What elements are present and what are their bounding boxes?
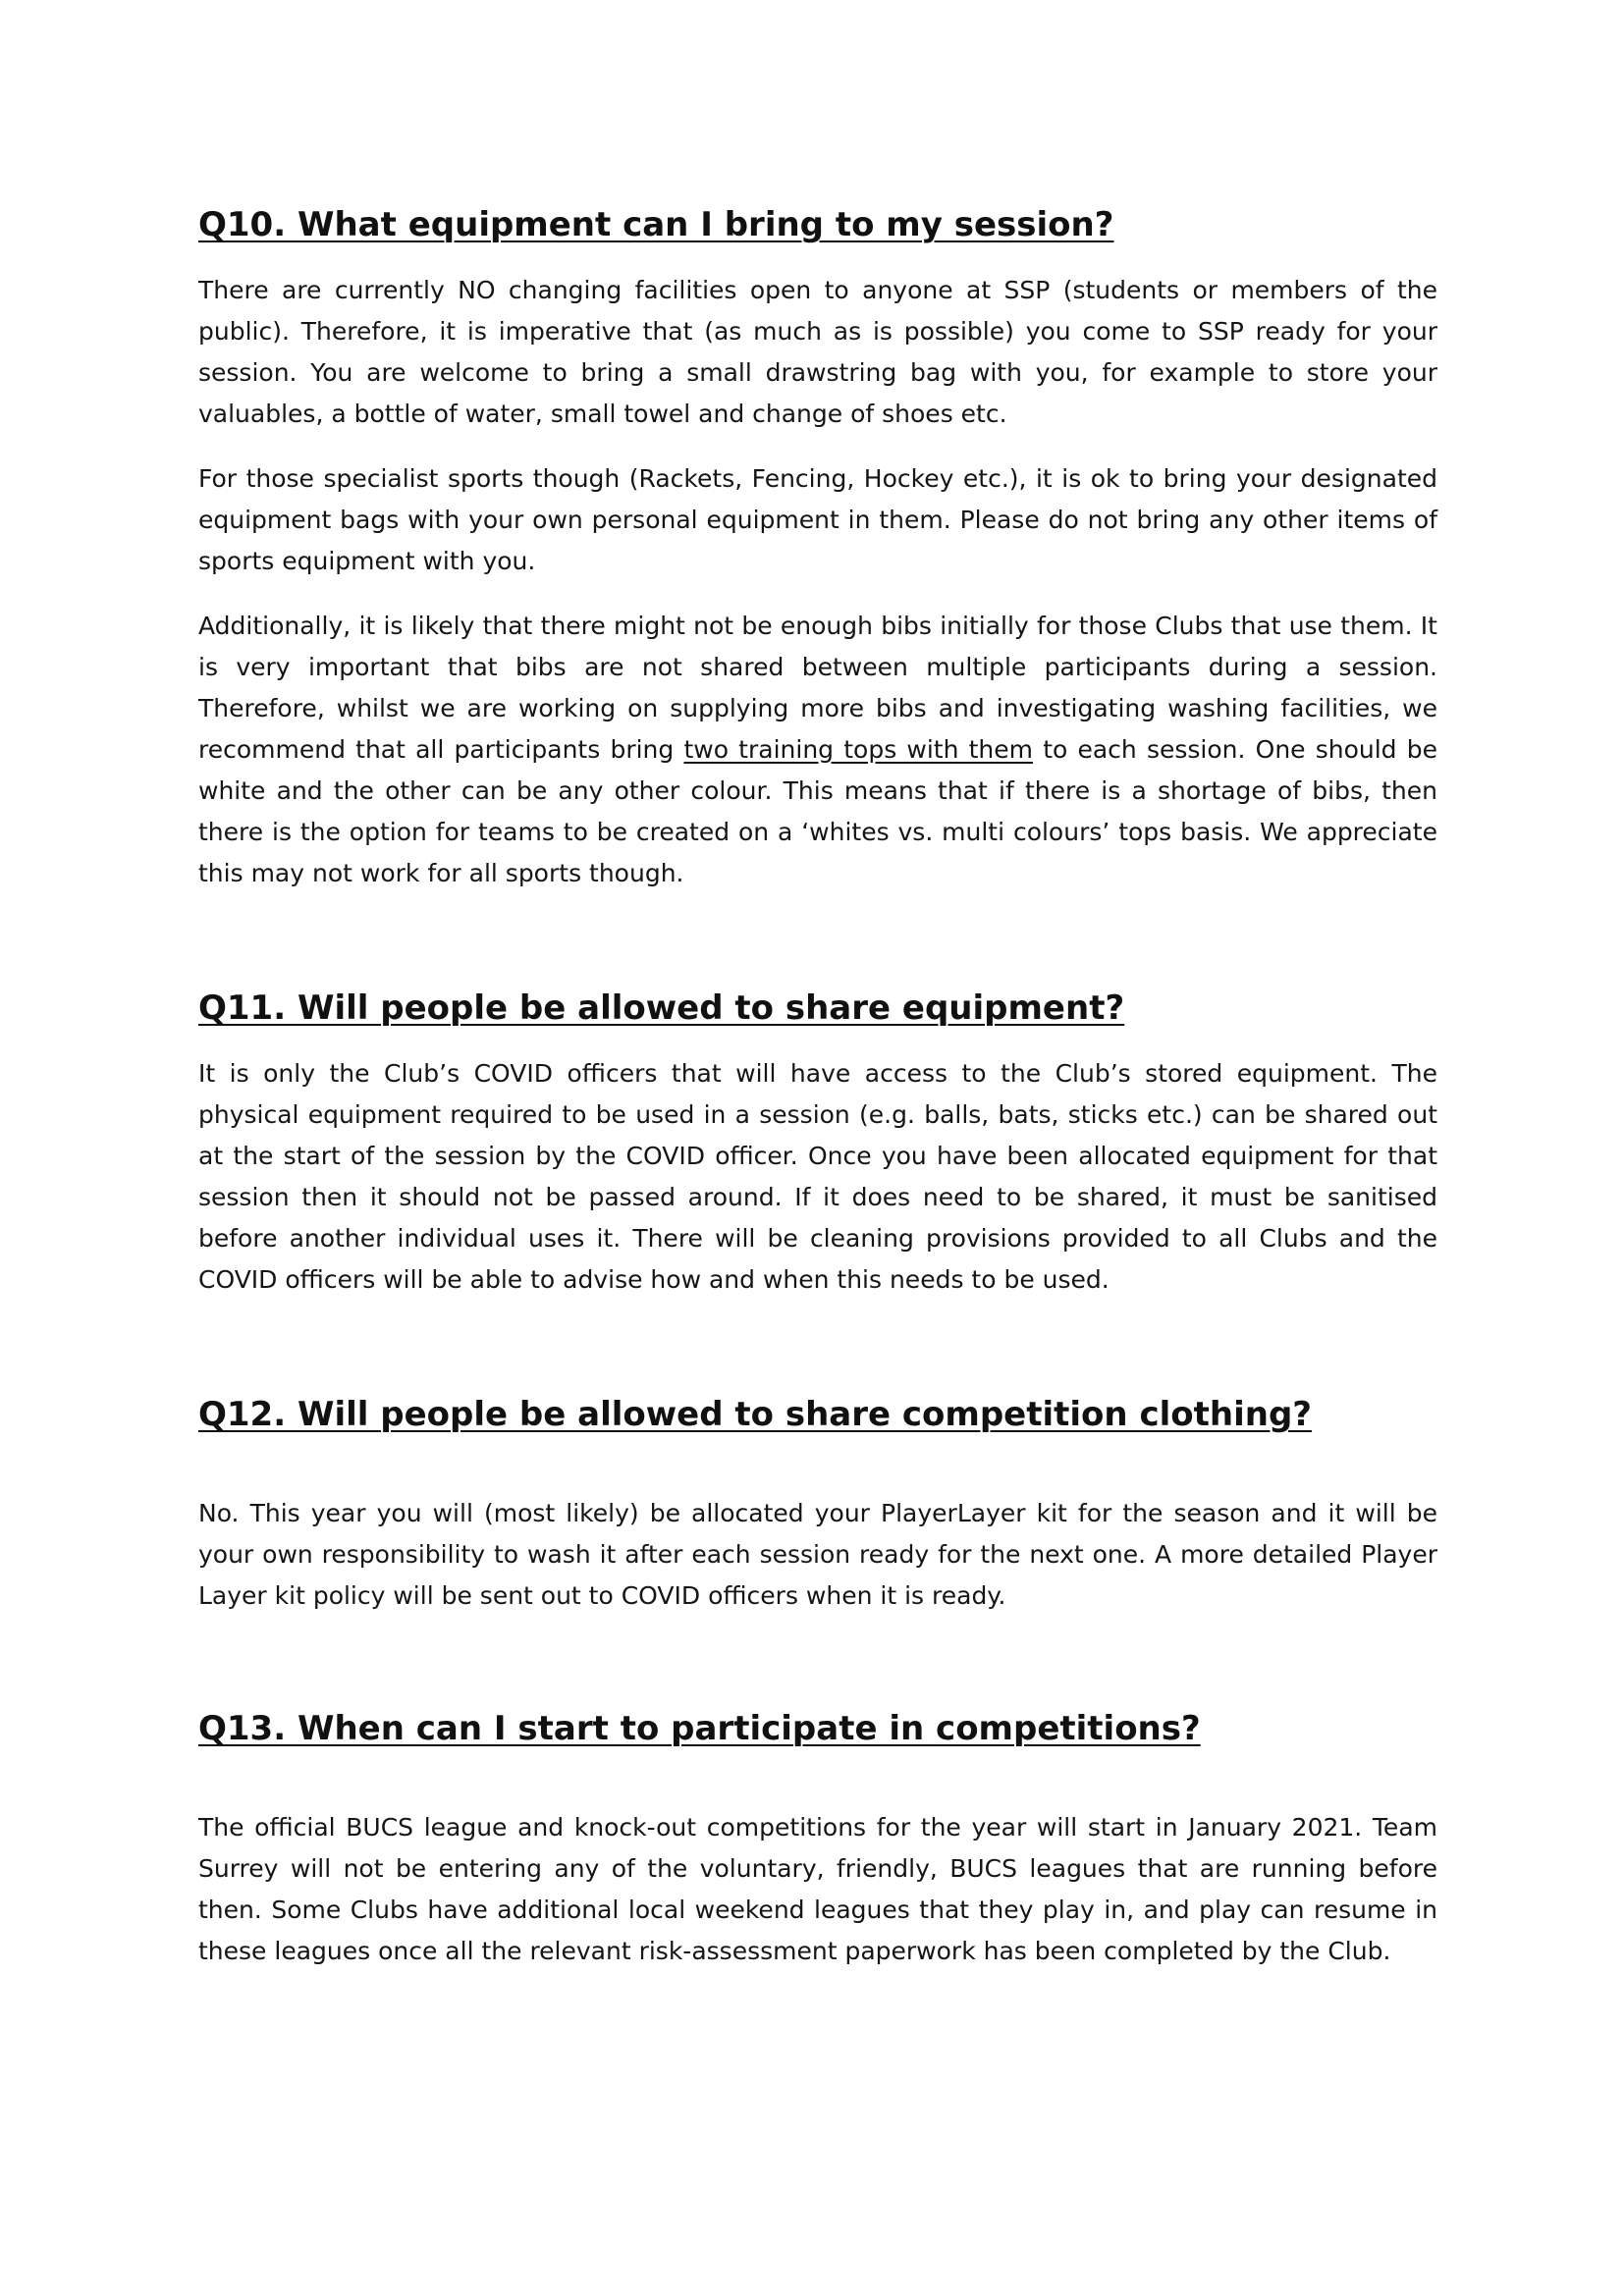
paragraph-text: to each session. One should be white and the other can be any other colour. This means that if there is a shortage of bibs, then there is the option for teams to be created on a ‘whites vs. multi colours’ tops basis. We appreciate this may not work for all sports though.	[198, 735, 1437, 887]
document-body	[198, 201, 1437, 1972]
section-heading: Q12. Will people be allowed to share competition clothing?	[198, 1395, 1313, 1434]
paragraph: There are currently NO changing facilities open to anyone at SSP (students or members of the public). Therefore, it is imperative that (as much as is possible) you come to SSP ready for your session. You are welcome to bring a small drawstring bag with you, for example to store your valuables, a bottle of water, small towel and change of shoes etc.	[198, 276, 1437, 428]
section-q10	[198, 201, 1437, 894]
paragraph: For those specialist sports though (Rackets, Fencing, Hockey etc.), it is ok to bring your designated equipment bags with your own personal equipment in them. Please do not bring any other items of sports equipment with you.	[198, 464, 1437, 575]
section-q13	[198, 1705, 1437, 1972]
paragraph	[198, 606, 1437, 894]
underlined-phrase: two training tops with them	[683, 735, 1034, 764]
section-heading: Q10. What equipment can I bring to my session?	[198, 205, 1114, 244]
section-q11	[198, 985, 1437, 1301]
paragraph-text: Additionally, it is likely that there might not be enough bibs initially for those Clubs that use them. It is very important that bibs are not shared between multiple participants during a session. Therefore, whilst we are working on supplying more bibs and investigating washing facilities, we recommend that all participants bring	[198, 612, 1437, 764]
paragraph: No. This year you will (most likely) be allocated your PlayerLayer kit for the season and it will be your own responsibility to wash it after each session ready for the next one. A more detailed Player Layer kit policy will be sent out to COVID officers when it is ready.	[198, 1499, 1437, 1610]
paragraph: The official BUCS league and knock-out competitions for the year will start in January 2021. Team Surrey will not be entering any of the voluntary, friendly, BUCS leagues that are running before then. Some Clubs have additional local weekend leagues that they play in, and play can resume in these leagues once all the relevant risk-assessment paperwork has been completed by the Club.	[198, 1813, 1437, 1965]
section-q12	[198, 1391, 1437, 1617]
section-heading: Q13. When can I start to participate in competitions?	[198, 1709, 1201, 1748]
paragraph: It is only the Club’s COVID officers that will have access to the Club’s stored equipment. The physical equipment required to be used in a session (e.g. balls, bats, sticks etc.) can be shared out at the start of the session by the COVID officer. Once you have been allocated equipment for that session then it should not be passed around. If it does need to be shared, it must be sanitised before another individual uses it. There will be cleaning provisions provided to all Clubs and the COVID officers will be able to advise how and when this needs to be used.	[198, 1059, 1437, 1294]
section-heading: Q11. Will people be allowed to share equipment?	[198, 988, 1125, 1028]
